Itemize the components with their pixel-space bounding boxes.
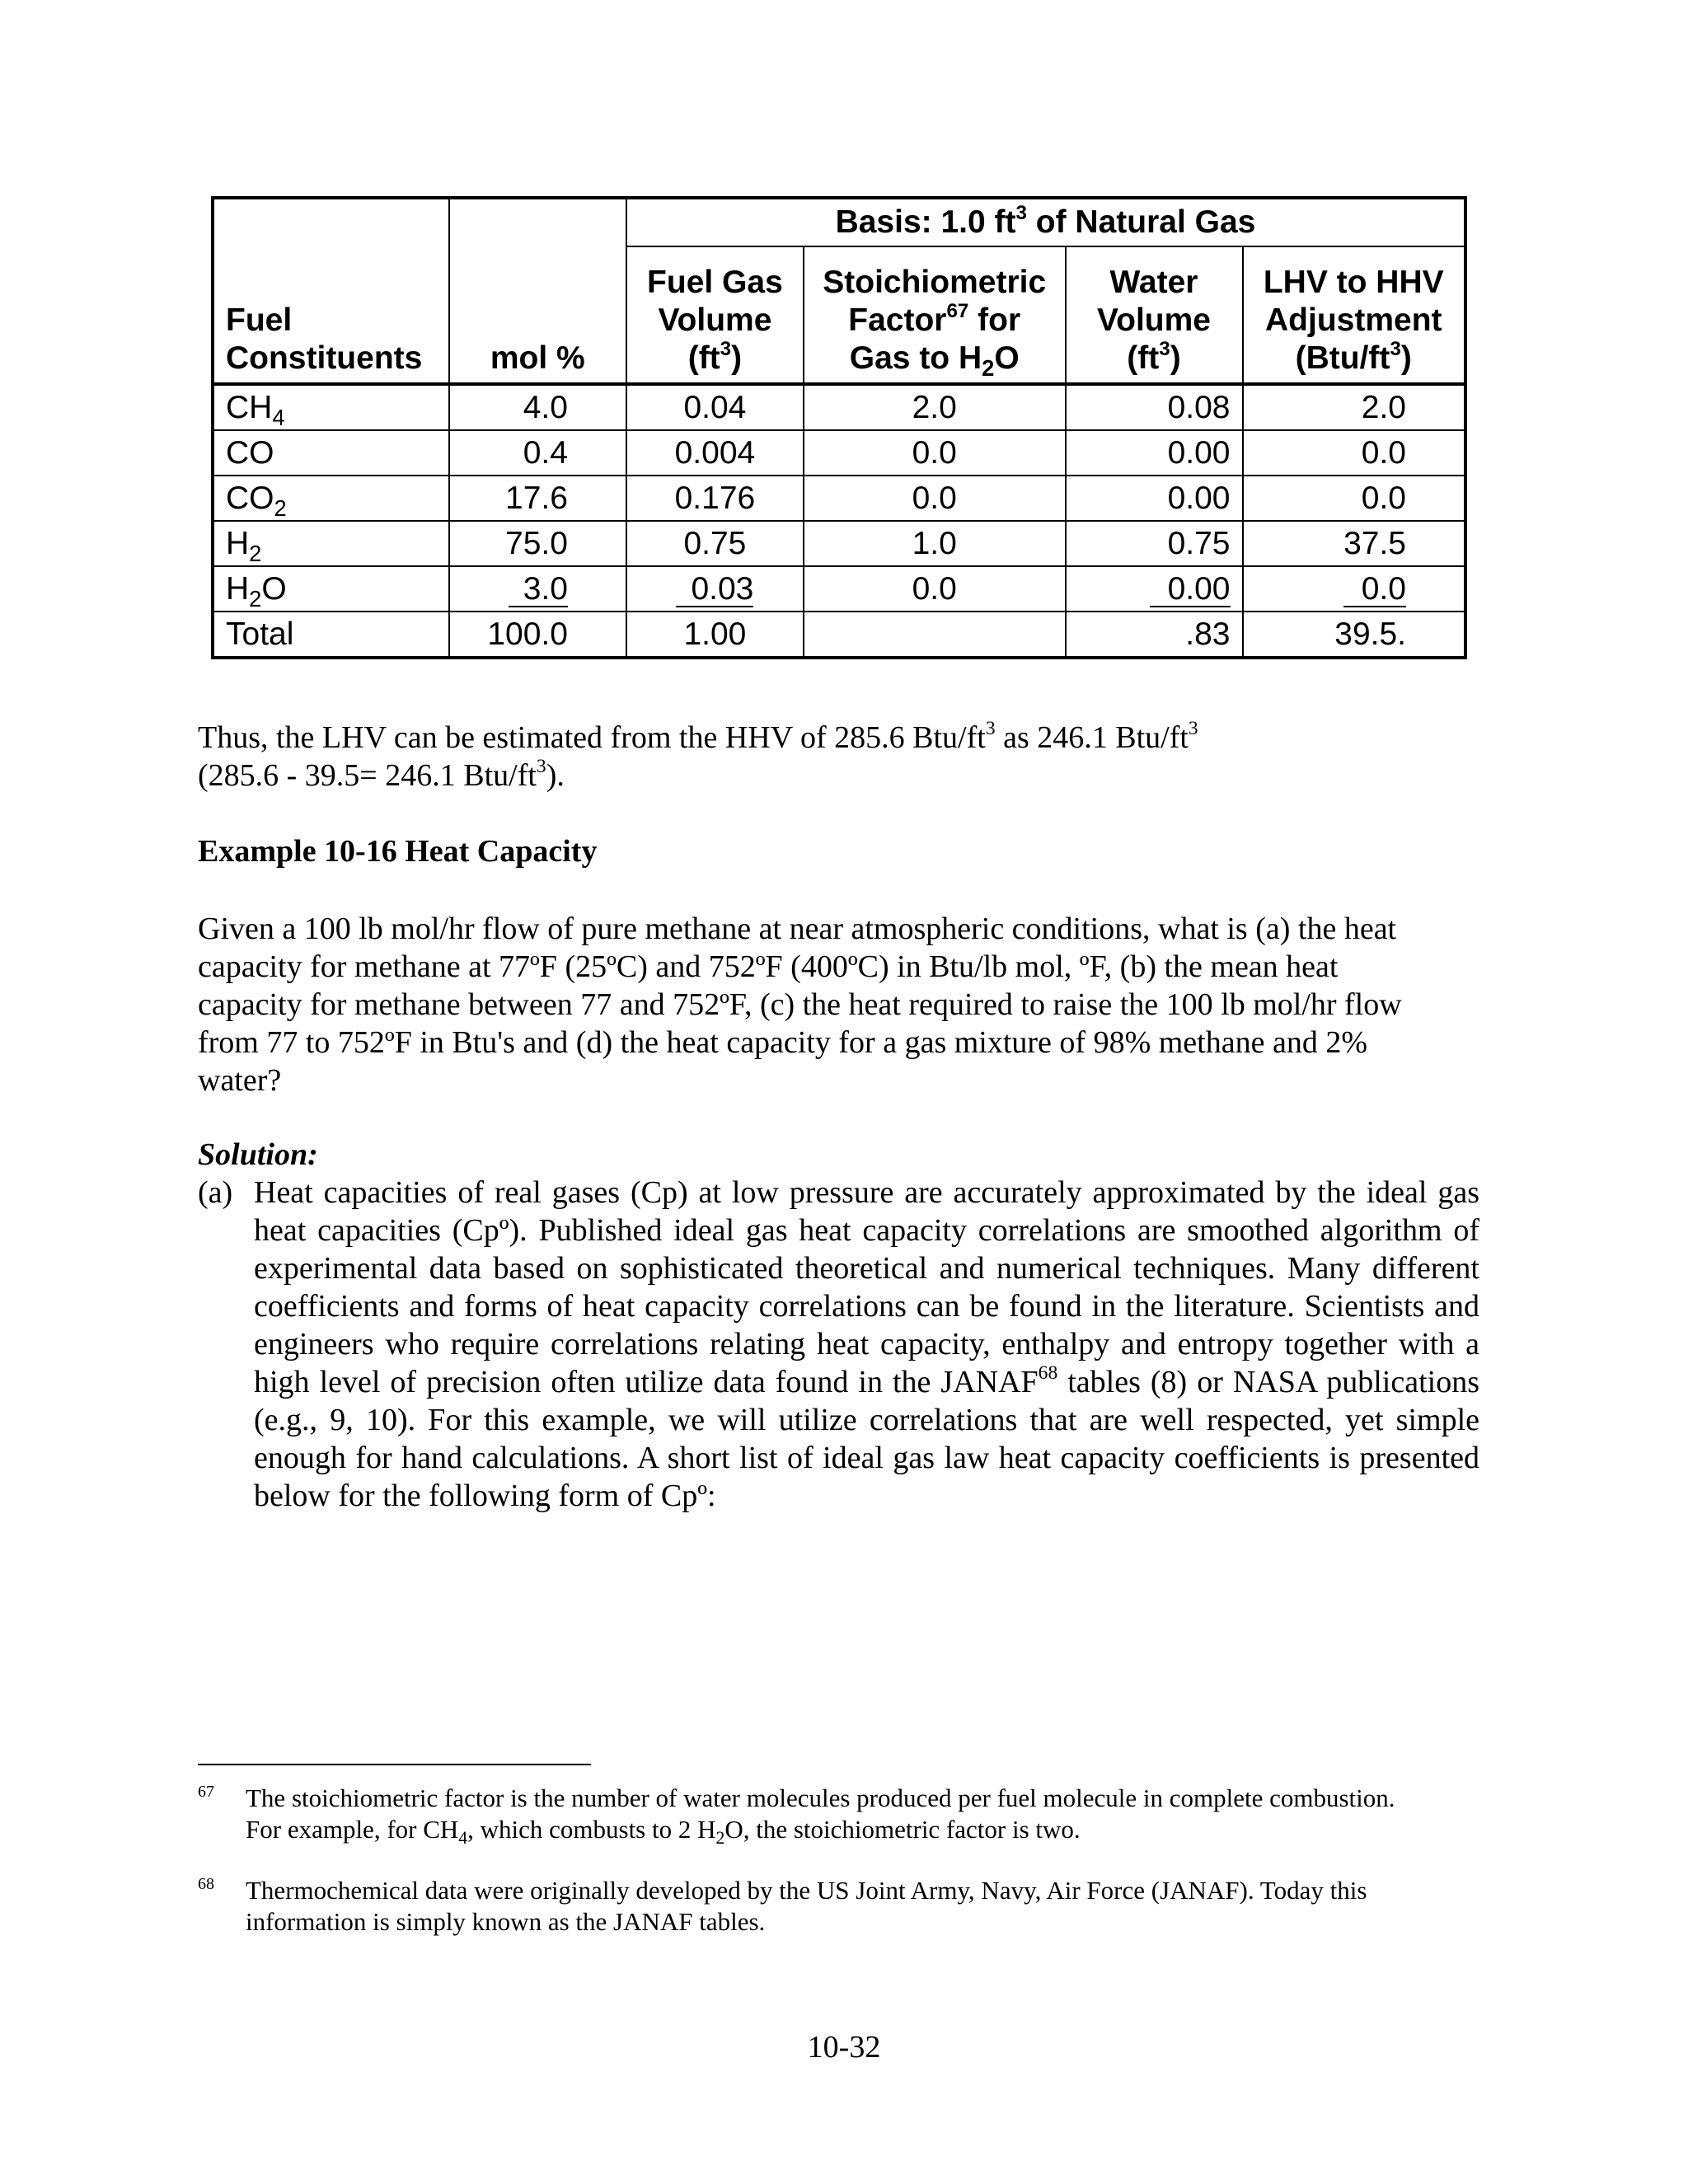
cell-constituent: $H_2$	[213, 521, 449, 566]
fuel-constituents-table	[211, 196, 1467, 659]
cell-lhv-adjustment: 37.5	[1243, 521, 1466, 566]
cell-water-volume: 0.08	[1066, 384, 1243, 430]
footnote-text: Thermochemical data were originally developed by the US Joint Army, Navy, Air Force (JANAF). Today this information is simply known as the JANAF tables.	[246, 1876, 1367, 1936]
cell-water-volume: 0.75	[1066, 521, 1243, 566]
cell-stoich-factor	[804, 612, 1066, 658]
example-title: Example 10-16 Heat Capacity	[198, 834, 598, 869]
cell-lhv-adjustment: 39.5.	[1243, 612, 1466, 658]
cell-constituent: $CH_4$	[213, 384, 449, 430]
solution-title: Solution:	[198, 1137, 318, 1172]
cell-lhv-adjustment: 0.0	[1243, 430, 1466, 476]
header-basis: Basis: 1.0 $ft^3$ of Natural Gas	[626, 198, 1465, 246]
cell-stoich-factor: 2.0	[804, 384, 1066, 430]
footnote-number: 67	[198, 1783, 214, 1801]
solution-item-label: (a)	[198, 1175, 233, 1210]
cell-constituent: Total	[213, 612, 449, 658]
cell-water-volume: 0.00	[1066, 566, 1243, 612]
header-fuel-constituents: Fuel Constituents	[213, 198, 449, 384]
cell-lhv-adjustment: 0.0	[1243, 476, 1466, 521]
table-row	[213, 384, 1465, 430]
cell-fuel-gas-volume: 0.004	[626, 430, 804, 476]
cell-lhv-adjustment: 2.0	[1243, 384, 1466, 430]
example-question-paragraph: Given a 100 lb mol/hr flow of pure methane at near atmospheric conditions, what is (a) the heat capacity for methane at 77ºF (25ºC) and 752ºF (400ºC) in Btu/lb mol, ºF, (b) the mean heat capacity for methane between 77 and 752ºF, (c) the heat required to raise the 100 lb mol/hr flow from 77 to 752ºF in Btu's and (d) the heat capacity for a gas mixture of 98% methane and 2% water?	[198, 912, 1402, 1098]
header-lhv-to-hhv-adjustment: LHV to HHV Adjustment $(Btu/ft^3)$	[1243, 246, 1466, 384]
table-row-total	[213, 612, 1465, 658]
cell-mol: 17.6	[449, 476, 626, 521]
cell-lhv-adjustment: 0.0	[1243, 566, 1466, 612]
table-row	[213, 566, 1465, 612]
cell-mol: 75.0	[449, 521, 626, 566]
header-mol-percent: mol %	[449, 198, 626, 384]
solution-item-text: Heat capacities of real gases (Cp) at low pressure are accurately approximated by the ideal gas heat capacities (Cpº). Published ideal gas heat capacity correlations are smoothed algorithm of experimental data based on sophisticated theoretical and numerical techniques. Many different coefficients and forms of heat capacity correlations can be found in the literature. Scientists and engineers who require correlations relating heat capacity, enthalpy and entropy together with a high level of precision often utilize data found in the JANAF$^{68}$ tables (8) or NASA publications (e.g., 9, 10). For this example, we will utilize correlations that are well respected, yet simple enough for hand calculations. A short list of ideal gas law heat capacity coefficients is presented below for the following form of Cpº:	[254, 1175, 1479, 1513]
footnote-number: 68	[198, 1875, 214, 1893]
cell-stoich-factor: 0.0	[804, 476, 1066, 521]
cell-stoich-factor: 1.0	[804, 521, 1066, 566]
cell-stoich-factor: 0.0	[804, 430, 1066, 476]
page-number: 10-32	[807, 2030, 881, 2064]
cell-fuel-gas-volume: 0.04	[626, 384, 804, 430]
cell-fuel-gas-volume: 0.176	[626, 476, 804, 521]
cell-fuel-gas-volume: 1.00	[626, 612, 804, 658]
cell-fuel-gas-volume: 0.03	[626, 566, 804, 612]
table-row	[213, 430, 1465, 476]
cell-water-volume: .83	[1066, 612, 1243, 658]
footnote-text: The stoichiometric factor is the number of water molecules produced per fuel molecule in complete combustion. For example, for $CH_4$, which combusts to 2 $H_2O$, the stoichiometric factor is two.	[246, 1783, 1395, 1849]
header-water-volume: Water Volume $(ft^3)$	[1066, 246, 1243, 384]
cell-constituent: $H_2O$	[213, 566, 449, 612]
cell-constituent: CO	[213, 430, 449, 476]
cell-fuel-gas-volume: 0.75	[626, 521, 804, 566]
header-stoichiometric-factor: Stoichiometric Factor$^{67}$ for Gas to $H_2O$	[804, 246, 1066, 384]
header-fuel-gas-volume: Fuel Gas Volume $(ft^3)$	[626, 246, 804, 384]
cell-mol: 3.0	[449, 566, 626, 612]
table-row	[213, 521, 1465, 566]
table-row	[213, 476, 1465, 521]
cell-mol: 0.4	[449, 430, 626, 476]
cell-water-volume: 0.00	[1066, 430, 1243, 476]
footnote-divider	[198, 1764, 591, 1765]
cell-constituent: $CO_2$	[213, 476, 449, 521]
cell-mol: 4.0	[449, 384, 626, 430]
cell-water-volume: 0.00	[1066, 476, 1243, 521]
lhv-estimate-paragraph: Thus, the LHV can be estimated from the HHV of 285.6 Btu/$ft^3$ as 246.1 Btu/$ft^3$ (285.6 - 39.5= 246.1 Btu/$ft^3$).	[198, 718, 1198, 793]
cell-mol: 100.0	[449, 612, 626, 658]
cell-stoich-factor: 0.0	[804, 566, 1066, 612]
